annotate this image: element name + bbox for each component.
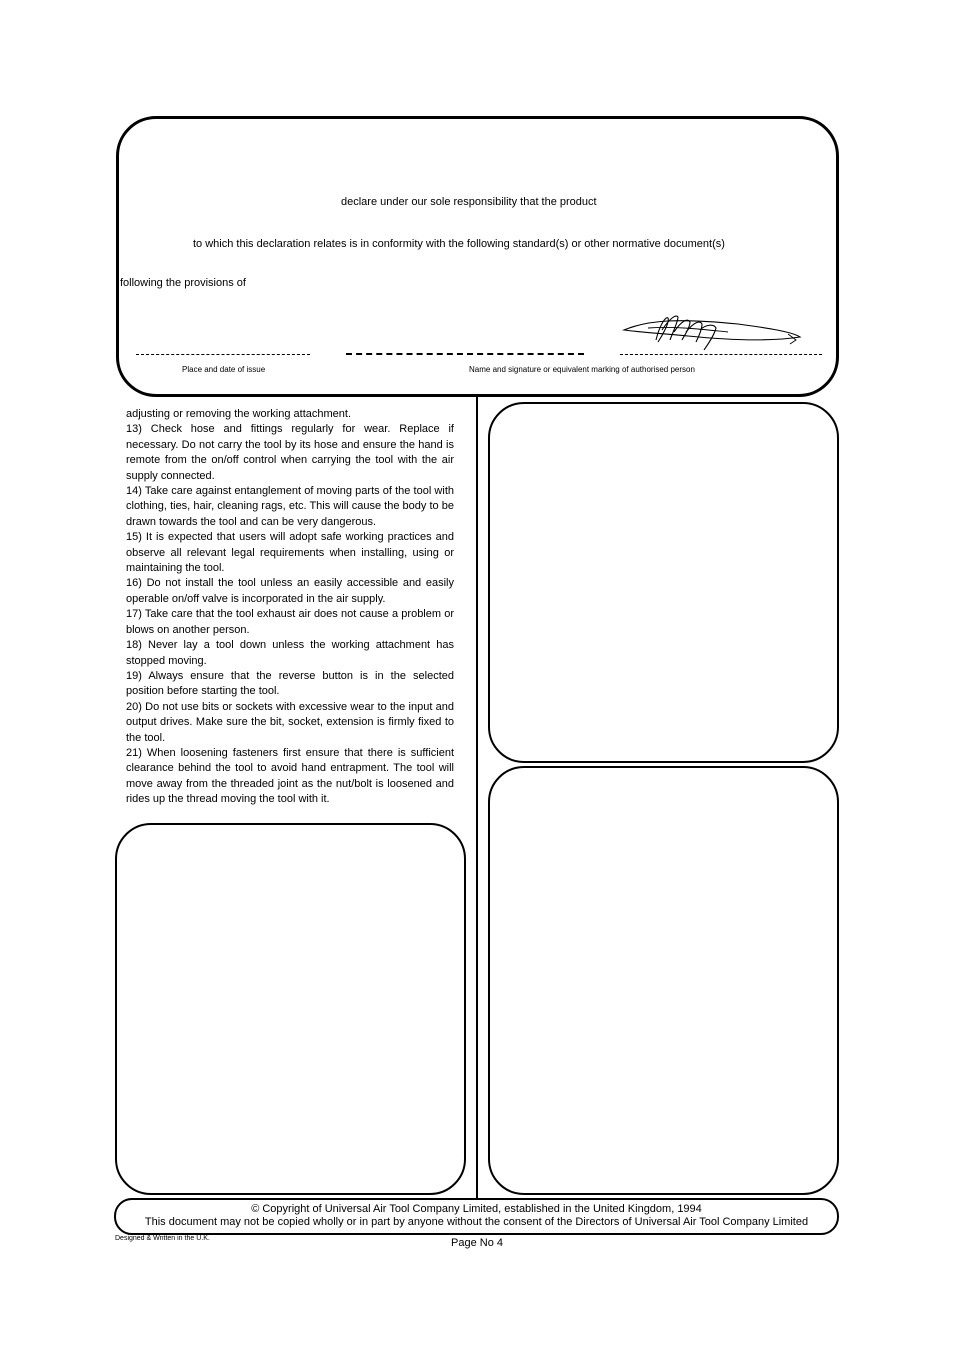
- signature-graphic: [618, 310, 808, 355]
- signature-dashed-line: [620, 354, 822, 355]
- copyright-notice: [114, 1198, 839, 1235]
- instruction-paragraph: 15) It is expected that users will adopt safe working practices and observe all relevant legal requirements when installing, using or maintaining the tool.: [126, 531, 454, 575]
- declaration-line-2: to which this declaration relates is in conformity with the following standard(s) or other normative document(s): [193, 238, 725, 250]
- image-frame-left-bottom: [115, 823, 466, 1195]
- declaration-line-3: following the provisions of: [120, 277, 246, 289]
- instruction-paragraph: 13) Check hose and fittings regularly for wear. Replace if necessary. Do not carry the tool by its hose and ensure the hand is remote from the on/off control when carrying the tool with the air supply connected.: [126, 423, 454, 482]
- instruction-paragraph: 19) Always ensure that the reverse button is in the selected position before starting the tool.: [126, 669, 454, 698]
- middle-dashed-line: [346, 353, 584, 355]
- copyright-line-2: This document may not be copied wholly or in part by anyone without the consent of the Directors of Universal Air Tool Company Limited: [144, 1215, 809, 1228]
- declaration-line-1: declare under our sole responsibility that the product: [341, 196, 597, 208]
- instruction-paragraph: adjusting or removing the working attachment.: [126, 408, 352, 420]
- image-frame-right-bottom: [488, 766, 839, 1195]
- instruction-paragraph: 14) Take care against entanglement of moving parts of the tool with clothing, ties, hair, cleaning rags, etc. This will cause the body to be drawn towards the tool and can be very dangerous.: [126, 485, 454, 528]
- instruction-paragraph: 17) Take care that the tool exhaust air does not cause a problem or blows on another person.: [126, 608, 454, 636]
- column-divider: [476, 397, 478, 1199]
- place-date-label: Place and date of issue: [182, 365, 266, 374]
- instruction-paragraph: 16) Do not install the tool unless an easily accessible and easily operable on/off valve is incorporated in the air supply.: [126, 577, 454, 605]
- safety-instructions: [126, 407, 454, 808]
- signature-label: Name and signature or equivalent marking of authorised person: [469, 365, 695, 374]
- page-number: Page No 4: [451, 1237, 503, 1249]
- designed-note: Designed & Written in the U.K.: [115, 1235, 210, 1242]
- instruction-paragraph: 21) When loosening fasteners first ensure that there is sufficient clearance behind the tool to avoid hand entrapment. The tool will move away from the threaded joint as the nut/bolt is loosened and rides up the thread moving the tool with it.: [126, 746, 454, 806]
- instruction-paragraph: 20) Do not use bits or sockets with excessive wear to the input and output drives. Make sure the bit, socket, extension is firmly fixed to the tool.: [126, 700, 454, 744]
- image-frame-right-top: [488, 402, 839, 763]
- copyright-line-1: © Copyright of Universal Air Tool Company Limited, established in the United Kingdom, 1994: [251, 1203, 702, 1215]
- place-dashed-line: [136, 354, 310, 355]
- instruction-paragraph: 18) Never lay a tool down unless the working attachment has stopped moving.: [126, 639, 454, 667]
